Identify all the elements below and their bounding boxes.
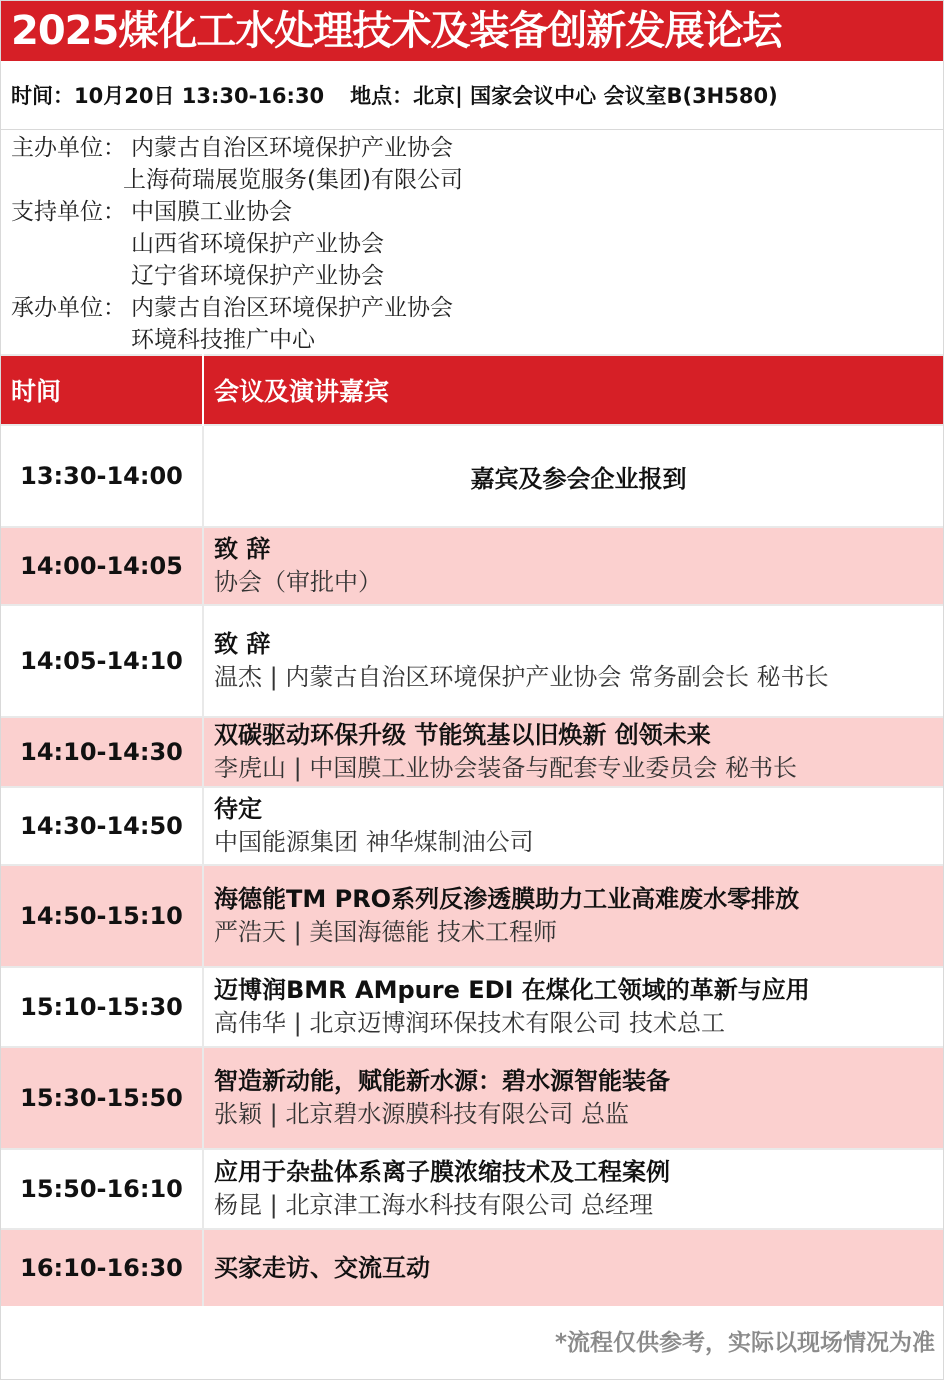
row-talk: [203, 717, 943, 787]
schedule-row: [1, 717, 943, 787]
talk-title: 双碳驱动环保升级 节能筑基以旧焕新 创领未来: [214, 721, 711, 749]
row-talk: [203, 967, 943, 1047]
row-time: 15:50-16:10: [1, 1149, 203, 1229]
schedule-header-row: [1, 355, 943, 425]
row-time: 14:00-14:05: [1, 527, 203, 605]
organizer-value: 辽宁省环境保护产业协会: [131, 263, 384, 289]
organizer-line: [11, 260, 943, 292]
talk-speaker: 温杰 | 内蒙古自治区环境保护产业协会 常务副会长 秘书长: [214, 663, 829, 691]
schedule-row: [1, 865, 943, 967]
organizer-label: [11, 228, 131, 260]
organizer-line: [11, 196, 943, 228]
row-time: 16:10-16:30: [1, 1229, 203, 1306]
row-time: 15:10-15:30: [1, 967, 203, 1047]
talk-speaker: 协会（审批中）: [214, 568, 382, 596]
organizer-value: 中国膜工业协会: [131, 199, 292, 225]
row-time: 14:50-15:10: [1, 865, 203, 967]
talk-title: 海德能TM PRO系列反渗透膜助力工业高难废水零排放: [214, 885, 800, 913]
talk-speaker: 中国能源集团 神华煤制油公司: [214, 828, 534, 856]
event-info: [1, 61, 943, 130]
organizer-label: [11, 164, 123, 196]
schedule-row: [1, 425, 943, 527]
place-label: 地点：: [350, 84, 414, 108]
organizer-label: 承办单位：: [11, 295, 126, 321]
schedule-row: [1, 787, 943, 865]
row-time: 14:05-14:10: [1, 605, 203, 717]
time-value: 10月20日 13:30-16:30: [74, 84, 325, 108]
organizer-line: [11, 164, 943, 196]
talk-title: 应用于杂盐体系离子膜浓缩技术及工程案例: [214, 1158, 670, 1186]
time-label: 时间：: [11, 84, 74, 108]
organizer-line: [11, 324, 943, 356]
row-time: 14:10-14:30: [1, 717, 203, 787]
talk-title: 智造新动能，赋能新水源：碧水源智能装备: [214, 1067, 670, 1095]
organizer-value: 环境科技推广中心: [131, 327, 315, 353]
talk-speaker: 张颖 | 北京碧水源膜科技有限公司 总监: [214, 1100, 629, 1128]
organizer-label: [11, 324, 131, 356]
row-talk: [203, 1229, 943, 1306]
schedule-row: [1, 1047, 943, 1149]
talk-title: 迈博润BMR AMpure EDI 在煤化工领域的革新与应用: [214, 976, 810, 1004]
talk-speaker: 严浩天 | 美国海德能 技术工程师: [214, 918, 557, 946]
row-talk: [203, 527, 943, 605]
schedule-row: [1, 1149, 943, 1229]
talk-title: 待定: [214, 795, 262, 823]
disclaimer-note: *流程仅供参考，实际以现场情况为准: [554, 1330, 935, 1356]
row-time: 13:30-14:00: [1, 425, 203, 527]
talk-speaker: 李虎山 | 中国膜工业协会装备与配套专业委员会 秘书长: [214, 754, 797, 782]
talk-speaker: 杨昆 | 北京津工海水科技有限公司 总经理: [214, 1191, 653, 1219]
organizer-value: 上海荷瑞展览服务(集团)有限公司: [123, 167, 463, 193]
row-talk: [203, 865, 943, 967]
schedule-row: [1, 967, 943, 1047]
schedule-table: [1, 354, 943, 1306]
header-time: 时间: [1, 355, 203, 425]
talk-title: 致 辞: [214, 630, 271, 658]
organizer-value: 山西省环境保护产业协会: [131, 231, 384, 257]
organizer-label: [11, 260, 131, 292]
organizer-label: 主办单位：: [11, 135, 126, 161]
row-time: 14:30-14:50: [1, 787, 203, 865]
organizer-value: 内蒙古自治区环境保护产业协会: [131, 135, 453, 161]
talk-title: 致 辞: [214, 535, 271, 563]
place-value: 北京| 国家会议中心 会议室B(3H580): [413, 84, 778, 108]
organizer-line: [11, 292, 943, 324]
organizers-block: [1, 130, 943, 354]
row-talk: [203, 787, 943, 865]
talk-speaker: 高伟华 | 北京迈博润环保技术有限公司 技术总工: [214, 1009, 725, 1037]
header-talk: 会议及演讲嘉宾: [203, 355, 943, 425]
organizer-label: 支持单位：: [11, 199, 126, 225]
row-talk: [203, 425, 943, 527]
row-talk: [203, 1047, 943, 1149]
row-talk: [203, 1149, 943, 1229]
schedule-row: [1, 1229, 943, 1306]
organizer-line: [11, 228, 943, 260]
schedule-row: [1, 605, 943, 717]
page-title: 2025煤化工水处理技术及装备创新发展论坛: [1, 1, 943, 61]
talk-title: 嘉宾及参会企业报到: [470, 464, 687, 493]
schedule-row: [1, 527, 943, 605]
organizer-value: 内蒙古自治区环境保护产业协会: [131, 295, 453, 321]
talk-title: 买家走访、交流互动: [214, 1254, 430, 1282]
organizer-line: [11, 132, 943, 164]
row-time: 15:30-15:50: [1, 1047, 203, 1149]
row-talk: [203, 605, 943, 717]
